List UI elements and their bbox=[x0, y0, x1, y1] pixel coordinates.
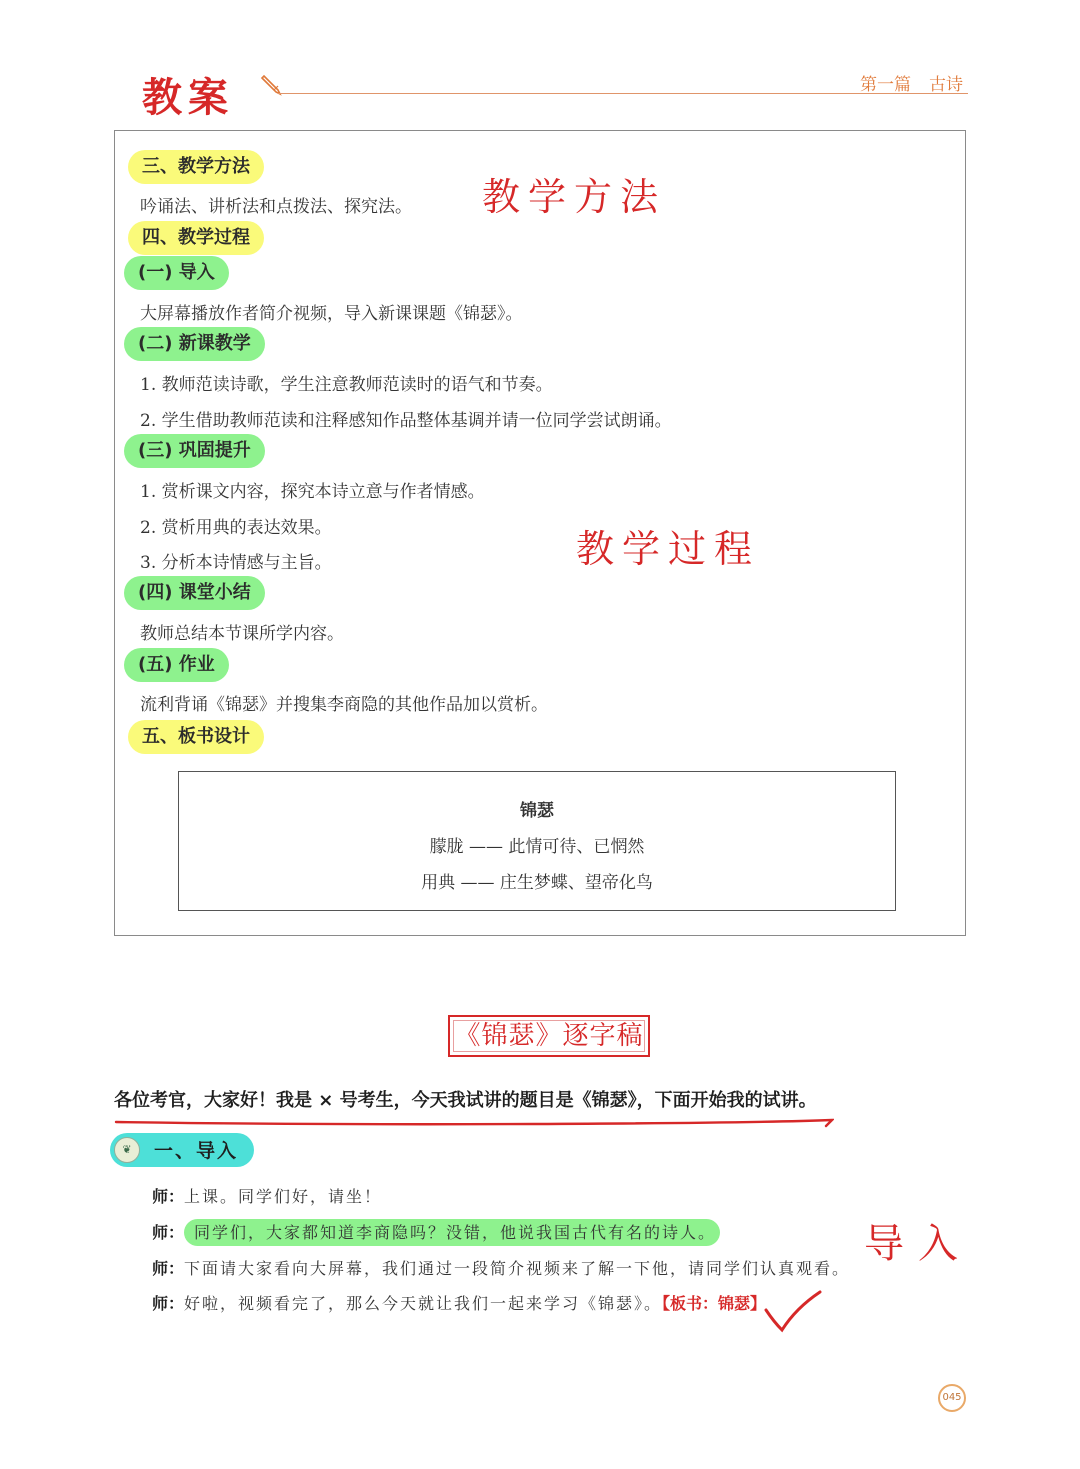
sub-heading-new-lesson: (二) 新课教学 bbox=[124, 327, 265, 361]
sub-heading-consolidate: (三) 巩固提升 bbox=[124, 434, 265, 468]
speaker-label: 师： bbox=[152, 1187, 185, 1206]
section-label: 一、导入 bbox=[154, 1140, 239, 1162]
dialogue-line bbox=[152, 1184, 382, 1207]
board-line: 朦胧 —— 此情可待、已惘然 bbox=[429, 837, 645, 857]
summary-text: 教师总结本节课所学内容。 bbox=[140, 624, 344, 644]
dialogue-line bbox=[152, 1220, 720, 1243]
board-line: 用典 —— 庄生梦蝶、望帝化鸟 bbox=[421, 873, 653, 893]
methods-heading: 三、教学方法 bbox=[128, 150, 264, 184]
board-heading: 五、板书设计 bbox=[128, 720, 264, 754]
annotation-methods: 教学方法 bbox=[482, 175, 667, 219]
header-part: 第一篇 bbox=[860, 75, 911, 95]
board-design-box bbox=[178, 771, 896, 911]
intro-text: 大屏幕播放作者简介视频，导入新课课题《锦瑟》。 bbox=[140, 304, 523, 324]
methods-text: 吟诵法、讲析法和点拨法、探究法。 bbox=[140, 197, 412, 217]
list-item: 1. 赏析课文内容，探究本诗立意与作者情感。 bbox=[140, 482, 485, 502]
checkmark-icon bbox=[762, 1288, 824, 1334]
list-item: 3. 分析本诗情感与主旨。 bbox=[140, 553, 332, 573]
leaf-icon: ❦ bbox=[114, 1137, 140, 1163]
red-underline bbox=[114, 1116, 834, 1130]
speaker-label: 师： bbox=[152, 1294, 185, 1313]
header-section bbox=[860, 70, 963, 95]
board-title: 锦瑟 bbox=[520, 801, 554, 821]
speaker-label: 师： bbox=[152, 1259, 185, 1278]
dialogue-line bbox=[152, 1291, 766, 1314]
dialogue-line bbox=[152, 1256, 850, 1279]
header-topic: 古诗 bbox=[929, 75, 963, 95]
list-item: 2. 学生借助教师范读和注释感知作品整体基调并请一位同学尝试朗诵。 bbox=[140, 411, 672, 431]
sub-heading-summary: (四) 课堂小结 bbox=[124, 576, 265, 610]
annotation-intro: 导入 bbox=[864, 1221, 972, 1267]
page-header-title: 教案 bbox=[142, 75, 234, 121]
speaker-label: 师： bbox=[152, 1223, 185, 1242]
sub-heading-homework: (五) 作业 bbox=[124, 648, 229, 682]
list-item: 2. 赏析用典的表达效果。 bbox=[140, 518, 332, 538]
list-item: 1. 教师范读诗歌，学生注意教师范读时的语气和节奏。 bbox=[140, 375, 553, 395]
script-title: 《锦瑟》逐字稿 bbox=[448, 1015, 650, 1057]
sub-heading-intro: (一) 导入 bbox=[124, 256, 229, 290]
dialogue-text: 上课。同学们好，请坐！ bbox=[184, 1187, 383, 1206]
process-heading: 四、教学过程 bbox=[128, 221, 264, 255]
dialogue-text: 好啦，视频看完了，那么今天就让我们一起来学习《锦瑟》。 bbox=[184, 1294, 663, 1313]
opening-line: 各位考官，大家好！我是 × 号考生，今天我试讲的题目是《锦瑟》，下面开始我的试讲。 bbox=[114, 1090, 817, 1111]
page-number: 045 bbox=[938, 1384, 966, 1412]
board-note: 【板书：锦瑟】 bbox=[662, 1294, 767, 1313]
pencil-icon bbox=[258, 72, 284, 98]
annotation-process: 教学过程 bbox=[576, 527, 761, 571]
dialogue-text: 下面请大家看向大屏幕，我们通过一段简介视频来了解一下他，请同学们认真观看。 bbox=[184, 1259, 851, 1278]
homework-text: 流利背诵《锦瑟》并搜集李商隐的其他作品加以赏析。 bbox=[140, 695, 548, 715]
dialogue-text-highlighted: 同学们，大家都知道李商隐吗？没错，他说我国古代有名的诗人。 bbox=[184, 1219, 720, 1246]
